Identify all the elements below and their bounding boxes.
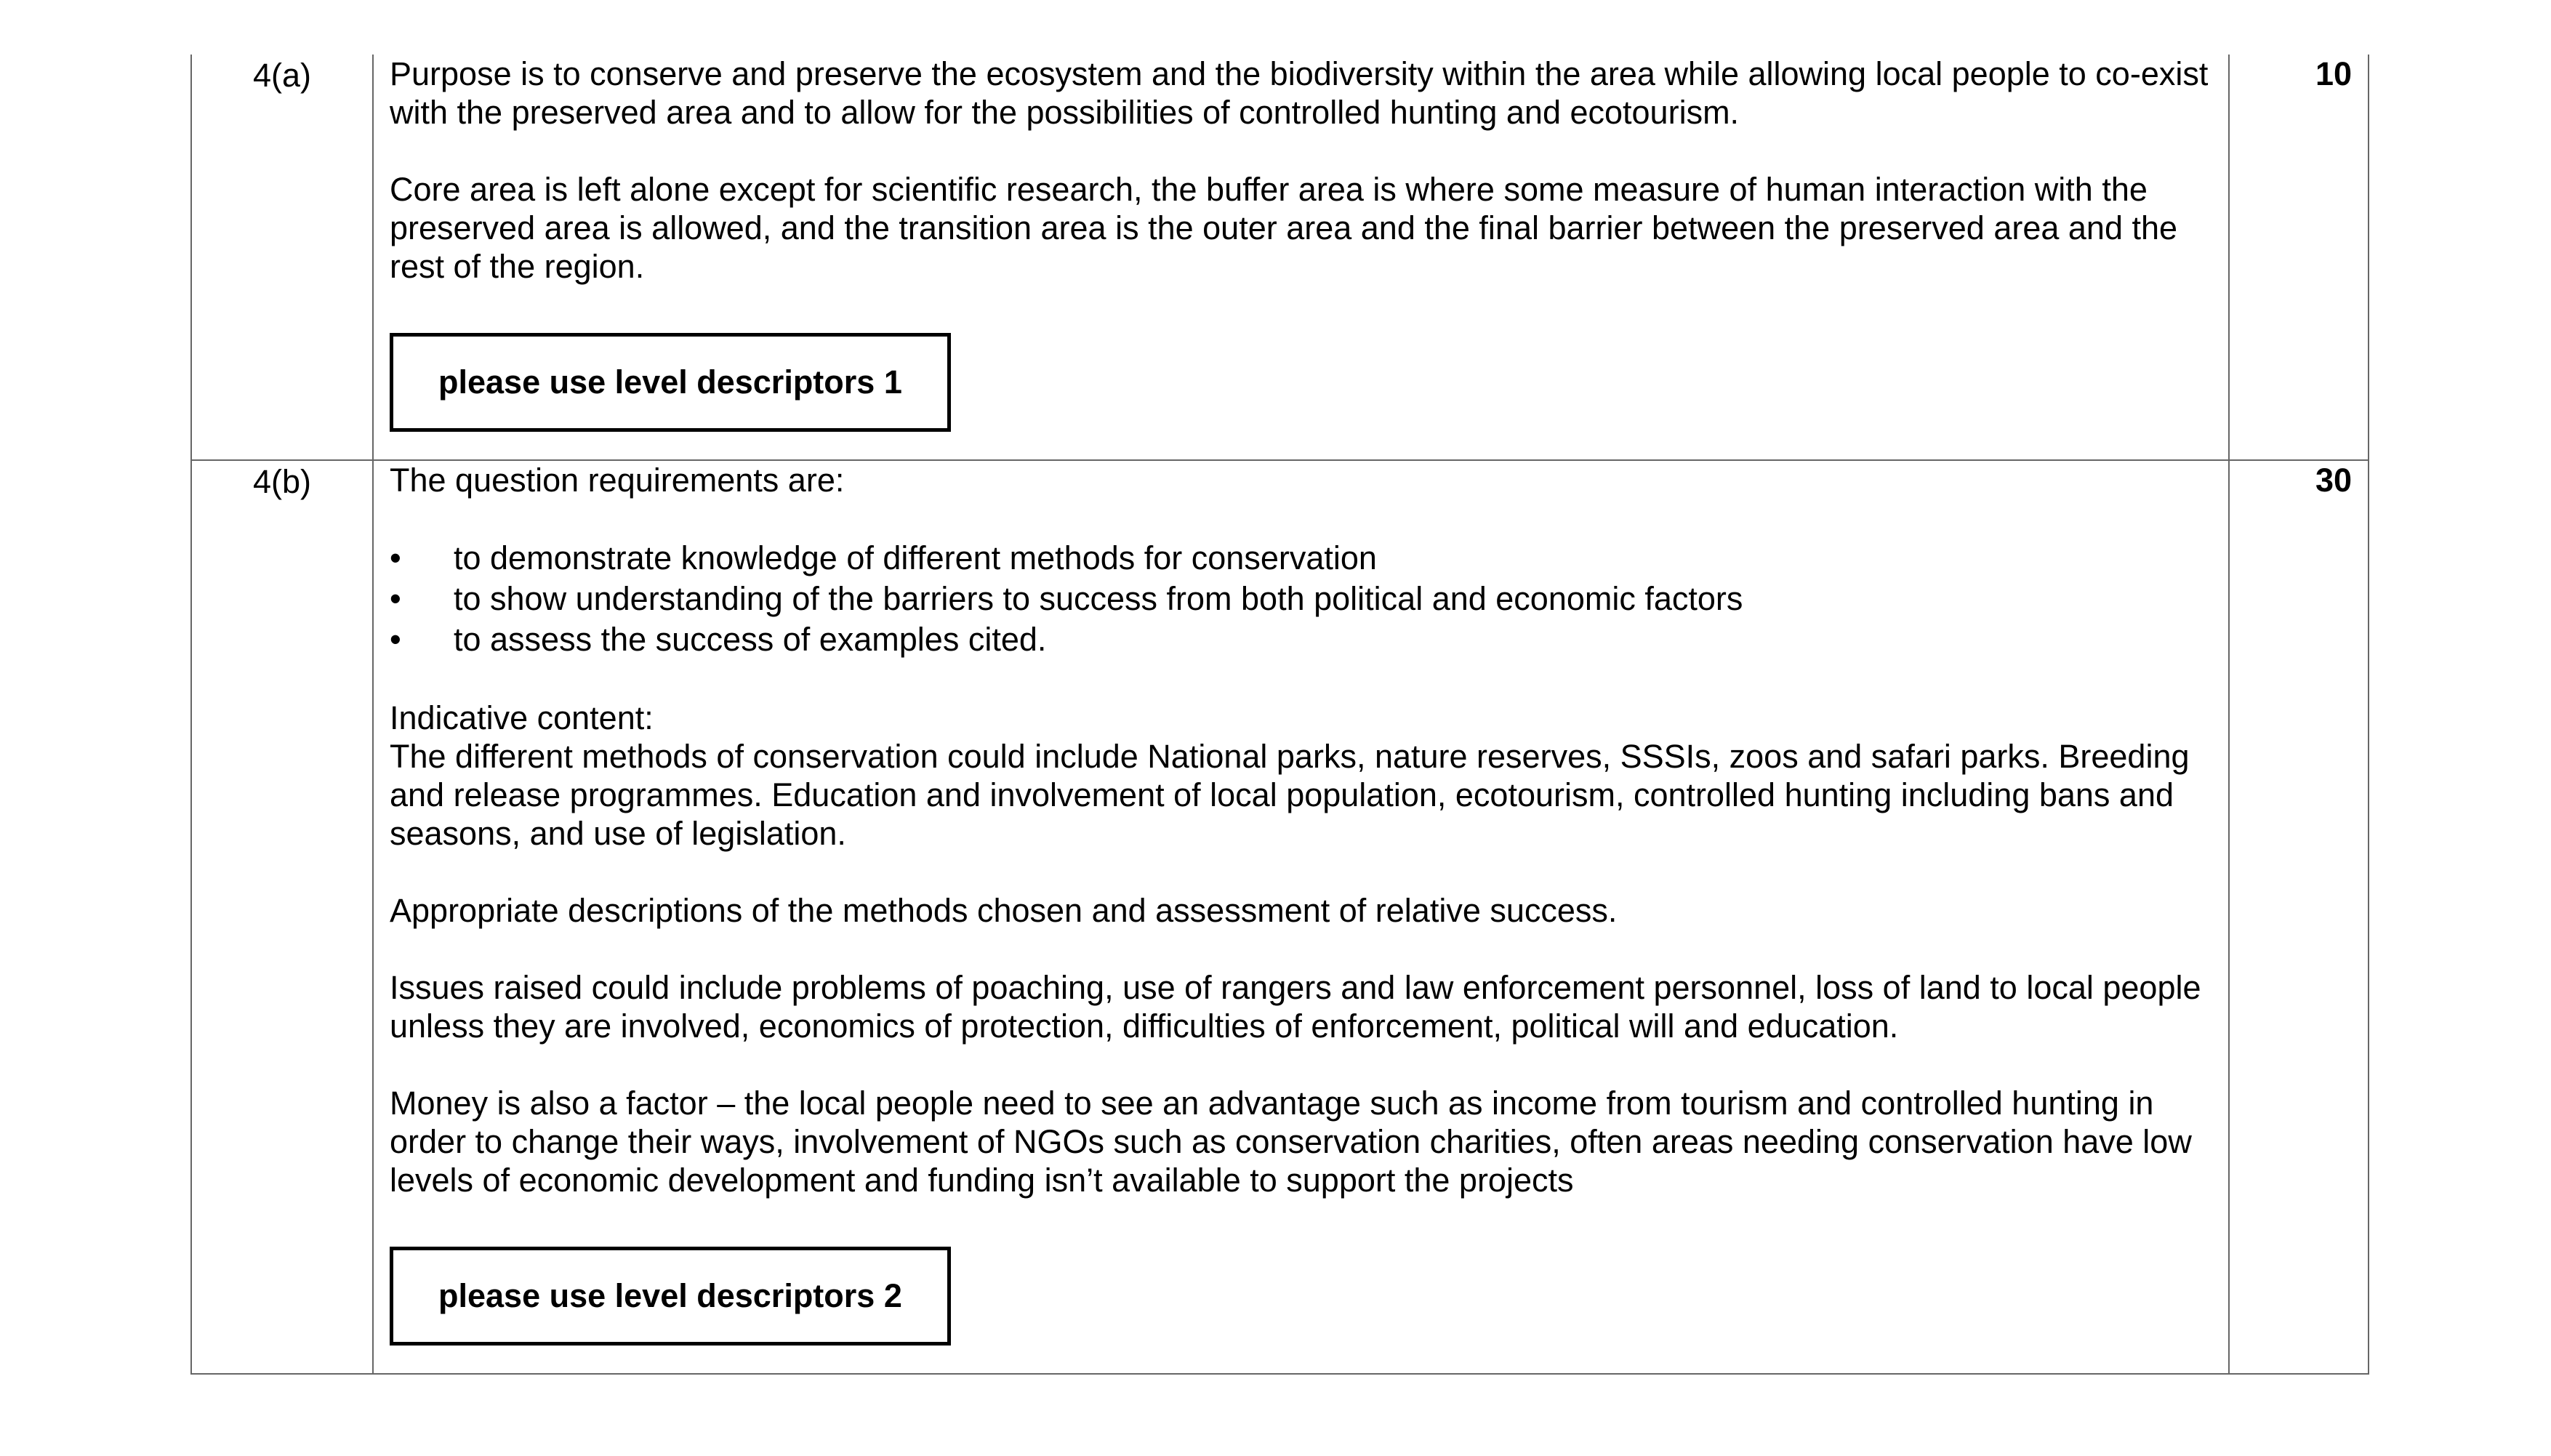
question-number: 4(b)	[252, 463, 312, 500]
question-number-cell	[191, 55, 373, 460]
indicative-heading: Indicative content:	[390, 699, 654, 736]
bullet-icon: •	[390, 621, 401, 658]
question-number: 4(a)	[252, 57, 312, 94]
mark-scheme-table	[190, 55, 2369, 1375]
bullet-icon: •	[390, 539, 401, 576]
marks-value: 10	[2315, 55, 2352, 92]
list-item	[390, 579, 2215, 619]
answer-paragraph: Purpose is to conserve and preserve the ecosystem and the biodiversity within the area while allowing local people to co-exist with the preserved area and to allow for the possibilities of controlled hunting and ecotourism.	[390, 55, 2209, 131]
list-item	[390, 619, 2215, 660]
requirements-list	[390, 538, 2215, 660]
bullet-icon: •	[390, 580, 401, 617]
table-row	[191, 460, 2369, 1374]
question-number-cell	[191, 460, 373, 1374]
answer-cell	[373, 55, 2229, 460]
marks-value: 30	[2315, 462, 2352, 499]
answer-paragraph: Money is also a factor – the local people need to see an advantage such as income from tourism and controlled hunting in order to change their ways, involvement of NGOs such as conservation charities, often areas needing conservation have low levels of economic development and funding isn’t available to support the projects	[390, 1085, 2192, 1199]
marks-cell	[2229, 460, 2369, 1374]
indicative-content: The different methods of conservation could include National parks, nature reserves, SSSIs, zoos and safari parks. Breeding and release programmes. Education and involvement of local population, ecotourism, controlled hunting including bans and seasons, and use of legislation.	[390, 738, 2190, 852]
level-descriptor-box: please use level descriptors 2	[390, 1247, 951, 1346]
requirement-text: to demonstrate knowledge of different methods for conservation	[454, 539, 1377, 576]
mark-scheme-page	[190, 55, 2368, 1375]
list-item	[390, 538, 2215, 579]
answer-paragraph: Issues raised could include problems of poaching, use of rangers and law enforcement personnel, loss of land to local people unless they are involved, economics of protection, difficulties of enforcement, political will and education.	[390, 969, 2201, 1045]
answer-cell	[373, 460, 2229, 1374]
requirements-intro: The question requirements are:	[390, 462, 845, 499]
table-row	[191, 55, 2369, 460]
answer-paragraph: Core area is left alone except for scientific research, the buffer area is where some measure of human interaction with the preserved area is allowed, and the transition area is the outer area and the final barrier between the preserved area and the rest of the region.	[390, 171, 2178, 285]
requirement-text: to show understanding of the barriers to success from both political and economic factors	[454, 580, 1743, 617]
level-descriptor-box: please use level descriptors 1	[390, 333, 951, 432]
requirement-text: to assess the success of examples cited.	[454, 621, 1047, 658]
marks-cell	[2229, 55, 2369, 460]
answer-paragraph: Appropriate descriptions of the methods chosen and assessment of relative success.	[390, 892, 1618, 929]
